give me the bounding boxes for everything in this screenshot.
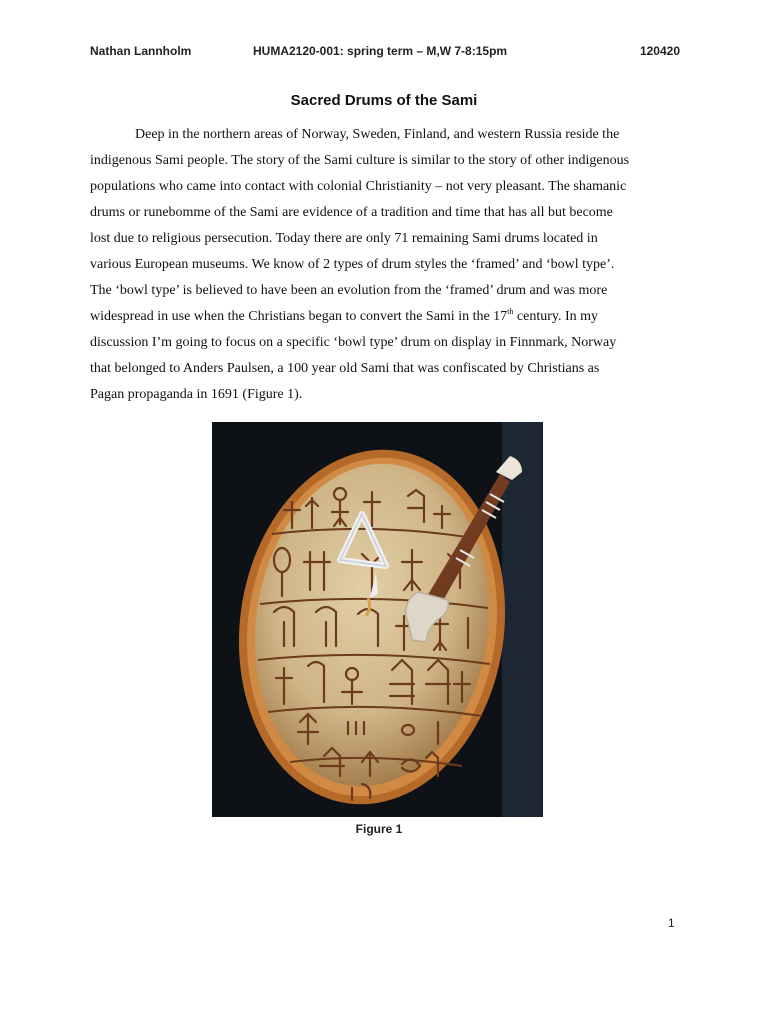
paragraph-line: discussion I’m going to focus on a specific ‘bowl type’ drum on display in Finnmark, Norway (90, 335, 617, 350)
paragraph-line: populations who came into contact with colonial Christianity – not very pleasant. The shamanic (90, 179, 627, 194)
paragraph-line: drums or runebomme of the Sami are evidence of a tradition and time that has all but become (90, 205, 613, 220)
paragraph-line (90, 304, 680, 330)
paragraph-line: Pagan propaganda in 1691 (Figure 1). (90, 387, 303, 402)
paragraph-line: lost due to religious persecution. Today there are only 71 remaining Sami drums located in (90, 231, 598, 246)
page-header (90, 44, 680, 62)
paragraph-line: Deep in the northern areas of Norway, Sweden, Finland, and western Russia reside the (135, 127, 620, 142)
paragraph-line: indigenous Sami people. The story of the Sami culture is similar to the story of other indigenous (90, 153, 630, 168)
header-course: HUMA2120-001: spring term – M,W 7-8:15pm (253, 44, 508, 58)
superscript: th (507, 307, 514, 316)
body-paragraph (90, 122, 680, 408)
header-id: 120420 (639, 44, 680, 58)
document-title: Sacred Drums of the Sami (290, 92, 478, 109)
paragraph-line: The ‘bowl type’ is believed to have been an evolution from the ‘framed’ drum and was more (90, 283, 608, 298)
line-text: century. In my (513, 309, 599, 324)
page-number: 1 (668, 916, 675, 930)
paragraph-line: that belonged to Anders Paulsen, a 100 year old Sami that was confiscated by Christians as (90, 361, 600, 376)
figure-drum-photo (212, 422, 543, 817)
header-author: Nathan Lannholm (90, 44, 192, 58)
line-text: widespread in use when the Christians began to convert the Sami in the 17 (90, 309, 508, 324)
paragraph-line: various European museums. We know of 2 types of drum styles the ‘framed’ and ‘bowl type’. (90, 257, 615, 272)
sami-drum-illustration (212, 422, 543, 817)
figure-caption: Figure 1 (355, 822, 403, 836)
